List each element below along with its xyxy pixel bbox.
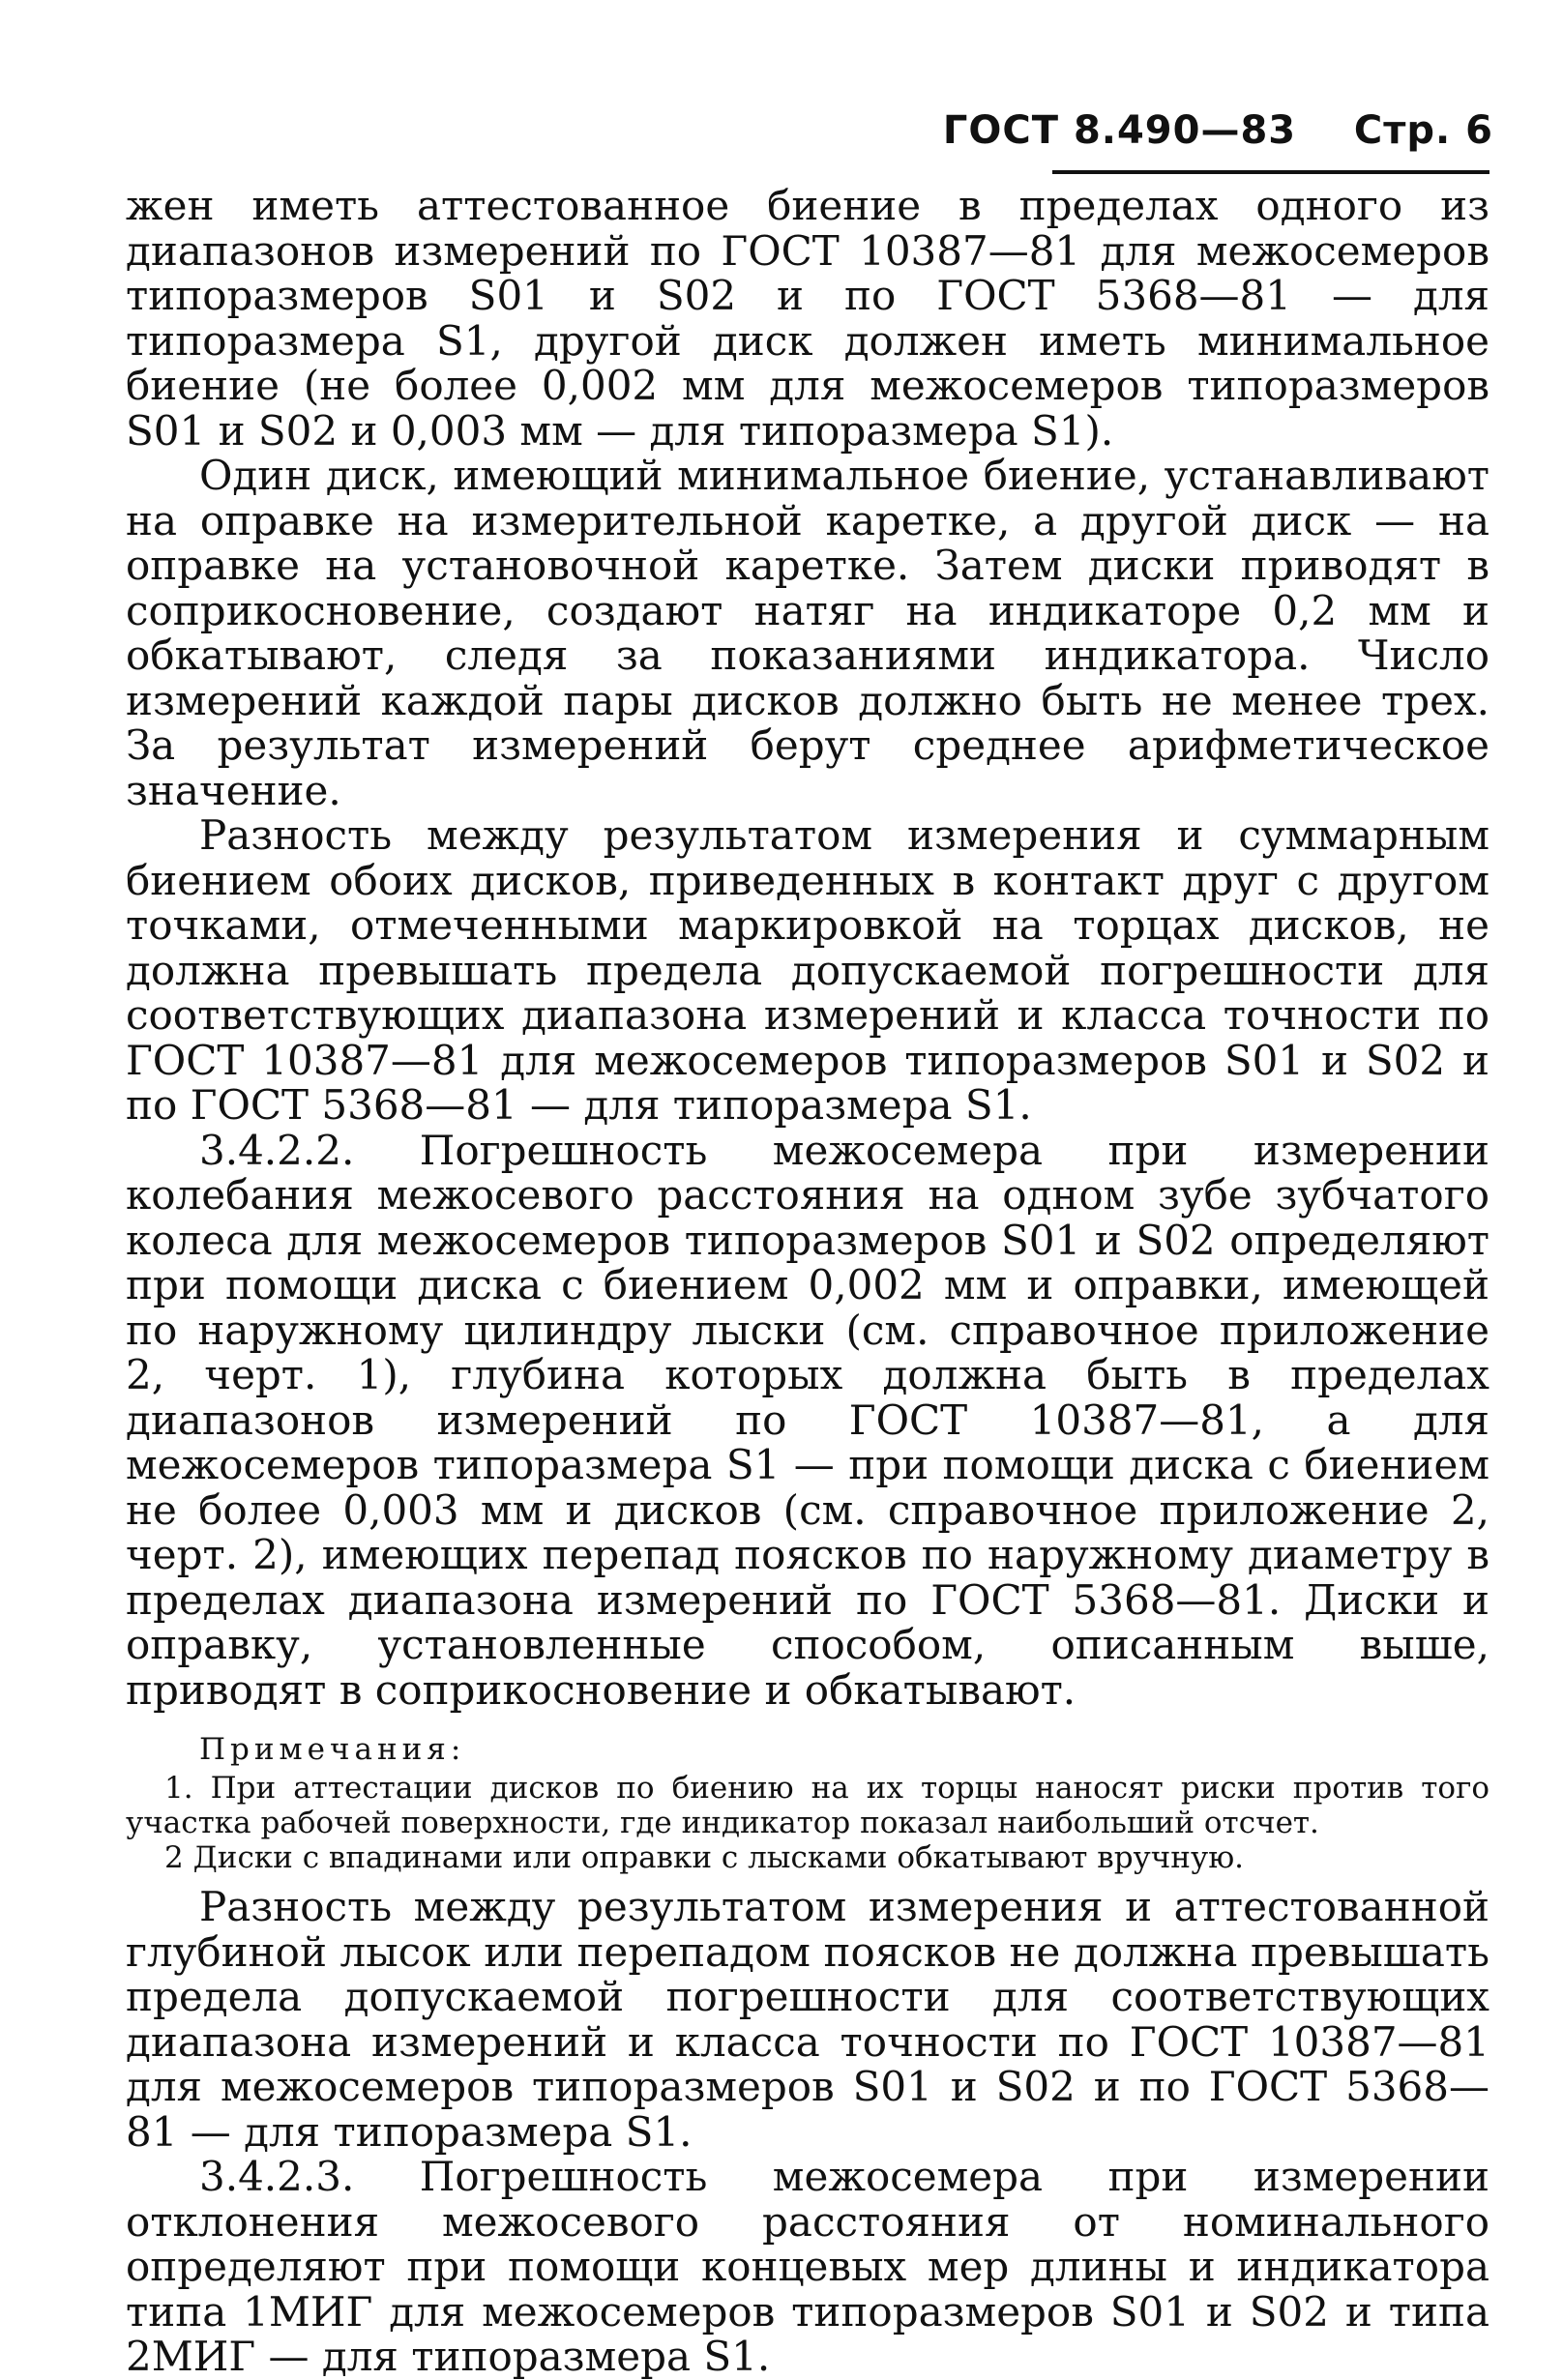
page-header bbox=[943, 108, 1493, 153]
paragraph-continuation: жен иметь аттестованное биение в пределах одного из диапазонов измерений по ГОСТ 10387—81 для межосемеров типоразмеров S01 и S02 и по ГОСТ 5368—81 — для типоразмера S1, другой диск должен иметь минимальное биение (не более 0,002 мм для межосемеров типоразмеров S01 и S02 и 0,003 мм — для типоразмера S1). bbox=[126, 182, 1489, 455]
body-text bbox=[126, 184, 1489, 2380]
paragraph-disk-setup: Один диск, имеющий минимальное биение, устанавливают на оправке на измерительной каретке, а другой диск — на оправке на установочной каретке. Затем диски приводят в соприкосновение, создают натяг на индикаторе 0,2 мм и обкатывают, следя за показаниями индикатора. Число измерений каждой пары дисков должно быть не менее трех. За результат измерений берут среднее арифметическое значение. bbox=[126, 452, 1489, 814]
standard-number: ГОСТ 8.490—83 bbox=[942, 108, 1297, 153]
paragraph-depth-difference: Разность между результатом измерения и аттестованной глубиной лысок или перепадом поясков не должна превышать предела допускаемой погрешности для соответствующих диапазона измерений и класса точности по ГОСТ 10387—81 для межосемеров типоразмеров S01 и S02 и по ГОСТ 5368—81 — для типоразмера S1. bbox=[126, 1883, 1489, 2156]
note-2: 2 Диски с впадинами или оправки с лысками обкатывают вручную. bbox=[164, 1840, 1245, 1875]
note-1: 1. При аттестации дисков по биению на их торцы наносят риски против того участка рабочей поверхности, где индикатор показал наибольший отсчет. bbox=[126, 1771, 1489, 1840]
notes-block bbox=[126, 1732, 1489, 1875]
paragraph-3-4-2-2: 3.4.2.2. Погрешность межосемера при измерении колебания межосевого расстояния на одном зубе зубчатого колеса для межосемеров типоразмеров S01 и S02 определяют при помощи диска с биением 0,002 мм и оправки, имеющей по наружному цилиндру лыски (см. справочное приложение 2, черт. 1), глубина которых должна быть в пределах диапазонов измерений по ГОСТ 10387—81, а для межосемеров типоразмера S1 — при помощи диска с биением не более 0,003 мм и дисков (см. справочное приложение 2, черт. 2), имеющих перепад поясков по наружному диаметру в пределах диапазона измерений по ГОСТ 5368—81. Диски и оправку, установленные способом, описанным выше, приводят в соприкосновение и обкатывают. bbox=[126, 1126, 1489, 1714]
notes-heading: Примечания: bbox=[199, 1732, 466, 1767]
header-rule bbox=[1052, 170, 1489, 174]
paragraph-3-4-2-3: 3.4.2.3. Погрешность межосемера при измерении отклонения межосевого расстояния от номинального определяют при помощи концевых мер длины и индикатора типа 1МИГ для межосемеров типоразмеров S01 и S02 и типа 2МИГ — для типоразмера S1. bbox=[126, 2153, 1489, 2380]
page-number: Стр. 6 bbox=[1353, 108, 1493, 153]
paragraph-runout-difference: Разность между результатом измерения и суммарным биением обоих дисков, приведенных в контакт друг с другом точками, отмеченными маркировкой на торцах дисков, не должна превышать предела допускаемой погрешности для соответствующих диапазона измерений и класса точности по ГОСТ 10387—81 для межосемеров типоразмеров S01 и S02 и по ГОСТ 5368—81 — для типоразмера S1. bbox=[126, 811, 1489, 1129]
